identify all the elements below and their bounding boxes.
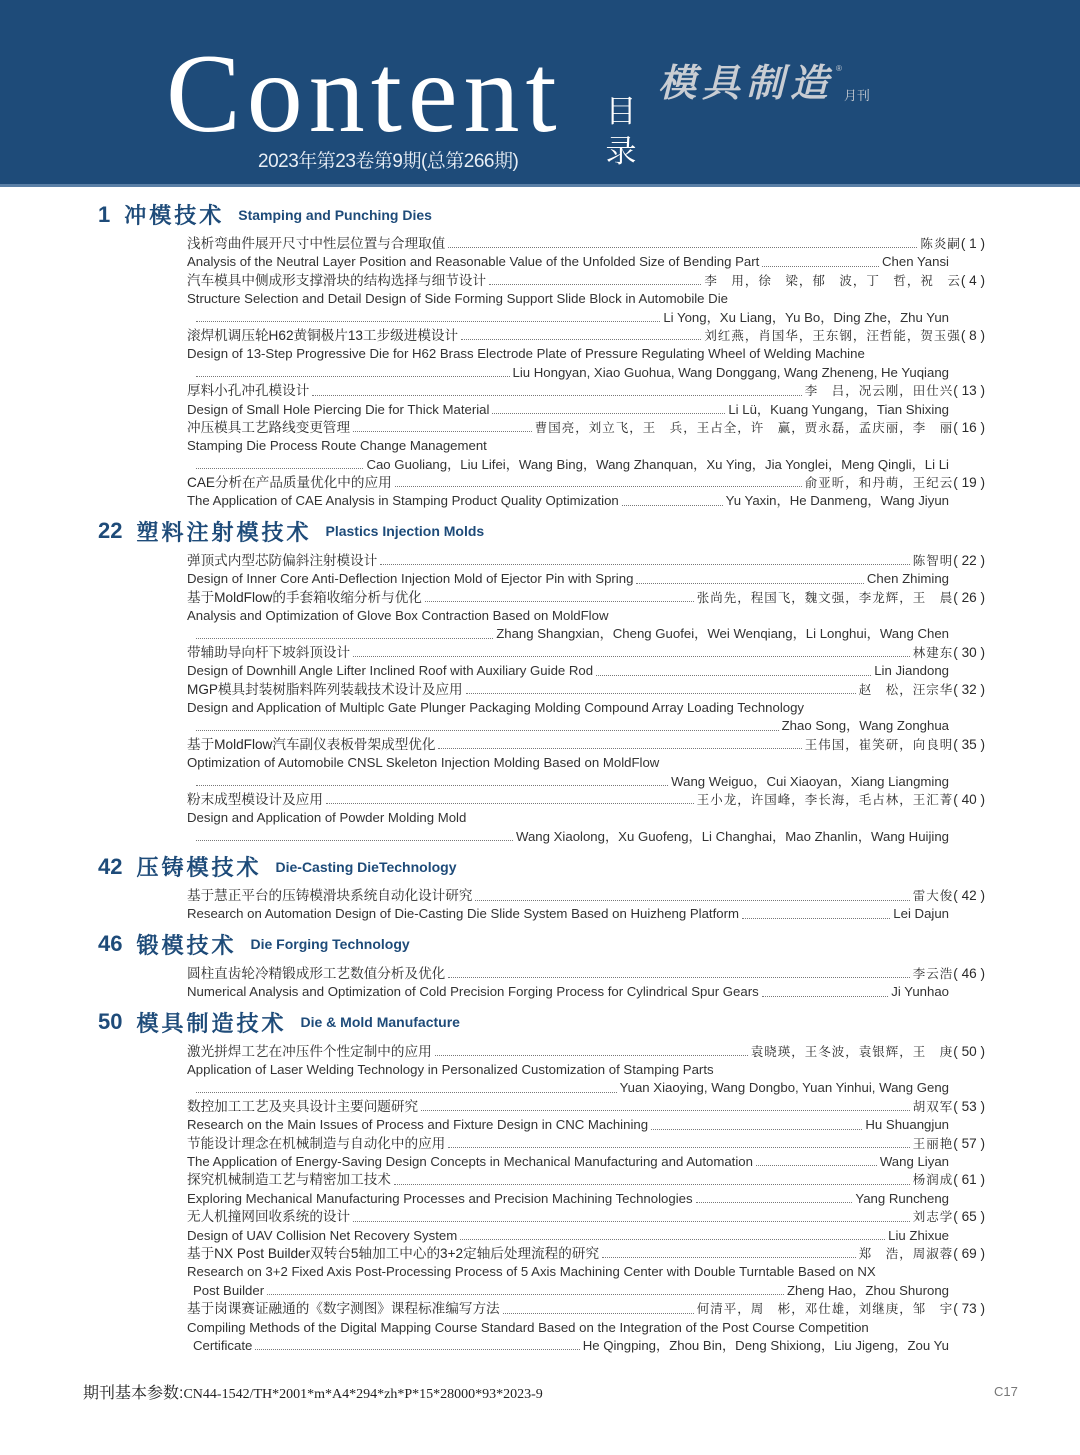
article-authors-cn: 刘志学 [912,1209,954,1225]
article-page: ( 57 ) [953,1135,985,1151]
section-title-cn: 锻模技术 [136,932,237,958]
footer-params [83,1380,543,1403]
article-title-cn[interactable]: 汽车模具中侧成形支撑滑块的结构选择与细节设计 [187,272,487,288]
leader-dots [196,321,660,322]
article-title-en[interactable]: Analysis of the Neutral Layer Position and Reasonable Value of the Unfolded Size of Bending Part [187,254,760,270]
article-title-en-row[interactable] [187,699,949,717]
article-title-en[interactable]: Design and Application of Powder Molding Mold [187,810,467,826]
leader-dots [435,1055,748,1056]
article-title-en[interactable]: Design of Small Hole Piercing Die for Thick Material [187,401,490,417]
article-title-cn-row[interactable] [187,419,985,437]
article-authors-en: Chen Yansi [882,254,949,270]
article-title-en-row[interactable] [187,906,949,924]
article-title-en-row[interactable] [187,345,949,363]
section-title-cn: 压铸模技术 [136,855,262,881]
article-title-en[interactable]: The Application of Energy-Saving Design Concepts in Mechanical Manufacturing and Automation [187,1154,753,1169]
article-title-cn[interactable]: 节能设计理念在机械制造与自动化中的应用 [187,1135,446,1151]
footer-label: 期刊基本参数: [83,1385,184,1402]
article-authors-cn: 杨润成 [912,1172,954,1188]
leader-dots [636,583,864,584]
article-title-cn[interactable]: 圆柱直齿轮冷精锻成形工艺数值分析及优化 [187,965,446,981]
article-authors-en-row [187,1337,949,1355]
article-title-en-row[interactable] [187,401,949,419]
leader-dots [762,996,889,997]
article-title-cn[interactable]: MGP模具封装树脂料阵列装载技术设计及应用 [187,681,463,697]
article-title-en[interactable]: Exploring Mechanical Manufacturing Processes and Precision Machining Technologies [187,1190,693,1206]
article-authors-cn: 林建东 [912,644,954,660]
article-title-en-row[interactable] [187,437,949,455]
leader-dots [448,247,917,248]
leader-dots [696,1202,853,1203]
header-banner [0,0,1080,187]
article-page: ( 16 ) [953,419,985,435]
article-page: ( 40 ) [953,791,985,807]
article-title-cn-row[interactable] [187,235,985,253]
table-of-contents [0,194,1080,1355]
article-authors-cn: 郑 浩，周淑蓉 [858,1245,954,1261]
article-title-cn-row[interactable] [187,644,985,662]
article-title-cn[interactable]: 滚焊机调压轮H62黄铜极片13工步级进模设计 [187,327,459,343]
article-authors-en: Wang Liyan [879,1154,949,1169]
article-title-cn[interactable]: 基于MoldFlow汽车副仪表板骨架成型优化 [187,736,436,752]
article-title-en-row[interactable] [187,1319,949,1337]
article-title-cn-row[interactable] [187,327,985,345]
leader-dots [622,505,723,506]
section-title-en: Die Forging Technology [250,936,410,953]
article-authors-en: Hu Shuangjun [865,1117,949,1133]
article-title-en[interactable]: Design of UAV Collision Net Recovery System [187,1227,458,1243]
section-title-en: Stamping and Punching Dies [238,206,432,223]
leader-dots [196,840,513,841]
section-header [0,846,1080,887]
leader-dots [196,785,668,786]
article-page: ( 53 ) [953,1098,985,1114]
article-authors-cn: 王小龙，许国峰，李长海，毛占林，王汇菁 [696,791,954,807]
article-authors-en: Li Yong，Xu Liang，Yu Bo，Ding Zhe，Zhu Yun [663,309,949,325]
article-title-en-row[interactable] [187,754,949,772]
article-authors-en: Yuan Xiaoying, Wang Dongbo, Yuan Yinhui, Wang Geng [619,1080,949,1096]
article-title-cn-row[interactable] [187,1245,985,1263]
article-title-cn[interactable]: CAE分析在产品质量优化中的应用 [187,475,392,491]
article-page: ( 26 ) [953,589,985,605]
leader-dots [196,376,510,377]
leader-dots [421,1110,910,1111]
article-title-en[interactable]: Numerical Analysis and Optimization of Cold Precision Forging Process for Cylindrical Spur Gears [187,984,759,1000]
article-authors-cn: 王丽艳 [912,1135,954,1151]
section-page: 46 [98,931,123,957]
journal-logo-sub: 月刊 [843,88,870,103]
leader-dots [492,413,725,414]
article-authors-cn: 俞亚昕，和丹萌，王纪云 [804,475,954,491]
article-page: ( 22 ) [953,552,985,568]
article-title-en-row[interactable] [187,809,949,827]
leader-dots [380,564,909,565]
article-title-en[interactable]: Application of Laser Welding Technology in Personalized Customization of Stamping Parts [187,1062,714,1078]
article-title-en-row[interactable] [187,492,949,510]
article-title-en-row[interactable] [187,1153,949,1171]
article-title-en[interactable]: Research on the Main Issues of Process and Fixture Design in CNC Machining [187,1117,649,1133]
page-number: C17 [994,1384,1018,1399]
article-authors-en-row [187,309,949,327]
article-authors-en: Zheng Hao，Zhou Shurong [786,1282,949,1298]
article-title-cn[interactable]: 激光拼焊工艺在冲压件个性定制中的应用 [187,1043,432,1059]
article-title-cn[interactable]: 厚料小孔冲孔模设计 [187,383,310,399]
article-title-cn[interactable]: 粉末成型模设计及应用 [187,791,323,807]
article-authors-en-row [187,717,949,735]
leader-dots [425,601,694,602]
article-authors-cn: 张尚先，程国飞，魏文强，李龙辉，王 晨 [696,589,954,605]
article-title-cn-row[interactable] [187,736,985,754]
section-header [0,194,1080,235]
article-title-cn-row[interactable] [187,1300,985,1318]
article-authors-en: Lin Jiandong [874,663,949,679]
journal-logo: 模具制造 [658,60,835,105]
article-authors-en-row [187,625,949,643]
article-title-en[interactable]: Research on Automation Design of Die-Casting Die Slide System Based on Huizheng Platform [187,906,739,922]
leader-dots [353,431,532,432]
page-title: Content [166,32,563,156]
leader-dots [196,468,363,469]
article-title-cn[interactable]: 探究机械制造工艺与精密加工技术 [187,1172,391,1188]
article-authors-cn: 何清平，周 彬，邓仕雄，刘继庚，邹 宇 [696,1301,954,1317]
article-title-en[interactable]: Design and Application of Multiplc Gate Plunger Packaging Molding Compound Array Loading Technology [187,699,805,715]
journal-logo-group [658,60,870,106]
article-title-cn[interactable]: 无人机撞网回收系统的设计 [187,1209,351,1225]
article-authors-cn: 曹国亮，刘立飞，王 兵，王占全，许 赢，贾永磊，孟庆丽，李 丽 [534,419,954,435]
article-authors-cn: 雷大俊 [912,888,954,904]
leader-dots [475,900,909,901]
article-title-en-tail: Certificate [193,1337,253,1353]
leader-dots [602,1257,856,1258]
leader-dots [255,1349,579,1350]
article-title-cn-row[interactable] [187,1135,985,1153]
article-title-en-row[interactable] [187,662,949,680]
article-title-en-row[interactable] [187,1116,949,1134]
article-title-cn-row[interactable] [187,1171,985,1189]
article-authors-en-row [187,1282,949,1300]
article-authors-cn: 王伟国，崔笑研，向良明 [804,736,954,752]
article-page: ( 35 ) [953,736,985,752]
leader-dots [438,748,801,749]
leader-dots [353,1221,910,1222]
article-authors-en: Wang Weiguo，Cui Xiaoyan，Xiang Liangming [671,773,949,789]
article-title-en-tail: Post Builder [193,1282,265,1298]
article-authors-en: Lei Dajun [893,906,949,922]
leader-dots [196,638,493,639]
article-title-cn-row[interactable] [187,887,985,905]
article-authors-en: Liu Zhixue [888,1227,949,1243]
leader-dots [326,803,694,804]
article-authors-cn: 胡双军 [912,1098,954,1114]
leader-dots [489,284,701,285]
article-title-cn[interactable]: 弹顶式内型芯防偏斜注射模设计 [187,552,378,568]
article-title-en-row[interactable] [187,1061,949,1079]
article-title-en-row[interactable] [187,253,949,271]
leader-dots [267,1294,784,1295]
leader-dots [395,486,802,487]
article-authors-en: Yu Yaxin，He Danmeng，Wang Jiyun [725,493,949,509]
article-title-en[interactable]: The Application of CAE Analysis in Stamping Product Quality Optimization [187,493,619,509]
article-page: ( 1 ) [960,235,985,251]
article-title-cn[interactable]: 浅析弯曲件展开尺寸中性层位置与合理取值 [187,235,446,251]
mulu-title [604,92,638,172]
article-title-en[interactable]: Design of Downhill Angle Lifter Inclined Roof with Auxiliary Guide Rod [187,663,594,679]
article-page: ( 13 ) [953,383,985,399]
article-title-en-row[interactable] [187,1227,949,1245]
article-title-en[interactable]: Structure Selection and Detail Design of Side Forming Support Slide Block in Automobile Die [187,291,728,307]
leader-dots [503,1313,694,1314]
section-page: 22 [98,518,123,544]
article-authors-cn: 李 用，徐 梁，郁 波，丁 哲，祝 云 [704,272,961,288]
article-title-en[interactable]: Design of Inner Core Anti-Deflection Injection Mold of Ejector Pin with Spring [187,571,634,587]
section-page: 42 [98,853,123,879]
section-title-en: Die & Mold Manufacture [300,1014,460,1031]
mulu-char: 目 [605,94,637,129]
section-header [0,1002,1080,1043]
article-authors-en-row [187,1079,949,1097]
article-authors-en: Li Lü，Kuang Yungang，Tian Shixing [728,401,949,417]
section-header [0,924,1080,965]
leader-dots [448,1147,909,1148]
leader-dots [762,266,879,267]
section-title-cn: 模具制造技术 [136,1010,287,1036]
article-title-en-row[interactable] [187,1190,949,1208]
leader-dots [196,1092,617,1093]
article-title-cn[interactable]: 冲压模具工艺路线变更管理 [187,419,351,435]
article-title-en[interactable]: Research on 3+2 Fixed Axis Post-Processing Process of 5 Axis Machining Center with Double Turntable Based on NX [187,1264,876,1280]
article-authors-en: Wang Xiaolong，Xu Guofeng，Li Changhai，Mao Zhanlin，Wang Huijing [516,828,949,844]
section-title-en: Plastics Injection Molds [325,523,485,540]
article-title-en-row[interactable] [187,607,949,625]
leader-dots [460,1239,885,1240]
section-page: 1 [98,201,111,227]
article-title-cn-row[interactable] [187,681,985,699]
section-title-cn: 冲模技术 [124,203,225,228]
article-title-cn[interactable]: 基于慧正平台的压铸模滑块系统自动化设计研究 [187,888,473,904]
article-title-en[interactable]: Stamping Die Process Route Change Management [187,438,487,454]
article-authors-cn: 赵 松，汪宗华 [858,681,954,697]
article-authors-en: He Qingping，Zhou Bin，Deng Shixiong，Liu Jigeng，Zou Yu [582,1337,949,1353]
section-title-en: Die-Casting DieTechnology [275,858,457,875]
article-title-en[interactable]: Optimization of Automobile CNSL Skeleton Injection Molding Based on MoldFlow [187,755,660,771]
article-authors-en-row [187,773,949,791]
mulu-char: 录 [605,134,637,169]
article-title-cn[interactable]: 带辅助导向杆下坡斜顶设计 [187,644,351,660]
issue-info: 2023年第23卷第9期(总第266期) [258,151,519,172]
article-page: ( 65 ) [953,1209,985,1225]
article-authors-en-row [187,364,949,382]
section-title-cn: 塑料注射模技术 [136,519,312,545]
leader-dots [596,675,871,676]
article-page: ( 4 ) [960,272,985,288]
article-title-cn[interactable]: 基于岗课赛证融通的《数字测图》课程标准编写方法 [187,1301,500,1317]
article-title-cn-row[interactable] [187,474,985,492]
article-title-en[interactable]: Design of 13-Step Progressive Die for H62 Brass Electrode Plate of Pressure Regulating Wheel of Welding Machine [187,346,865,362]
article-title-en-row[interactable] [187,1263,949,1281]
article-title-cn-row[interactable] [187,552,985,570]
leader-dots [353,656,910,657]
article-authors-en-row [187,456,949,474]
article-authors-cn: 李云浩 [912,965,954,981]
article-authors-cn: 李 吕，况云刚，田仕兴 [804,383,954,399]
article-authors-en: Chen Zhiming [866,571,949,587]
article-page: ( 32 ) [953,681,985,697]
article-title-cn-row[interactable] [187,1208,985,1226]
article-page: ( 50 ) [953,1043,985,1059]
article-title-cn[interactable]: 数控加工工艺及夹具设计主要问题研究 [187,1098,419,1114]
leader-dots [466,693,856,694]
article-title-en[interactable]: Analysis and Optimization of Glove Box Contraction Based on MoldFlow [187,608,609,624]
article-authors-en: Zhao Song，Wang Zonghua [781,718,949,734]
article-authors-en: Yang Runcheng [855,1190,949,1206]
article-page: ( 61 ) [953,1172,985,1188]
leader-dots [461,339,701,340]
article-title-en[interactable]: Compiling Methods of the Digital Mapping Course Standard Based on the Integration of the Post Course Competition [187,1319,869,1335]
article-authors-en: Liu Hongyan, Xiao Guohua, Wang Donggang, Wang Zheneng, He Yuqiang [512,364,949,380]
article-authors-en-row [187,828,949,846]
article-page: ( 8 ) [960,327,985,343]
leader-dots [196,730,779,731]
article-title-en-row[interactable] [187,570,949,588]
article-page: ( 19 ) [953,475,985,491]
article-title-cn-row[interactable] [187,382,985,400]
article-authors-en: Zhang Shangxian，Cheng Guofei，Wei Wenqiang，Li Longhui，Wang Chen [496,626,949,642]
article-page: ( 30 ) [953,644,985,660]
article-title-cn-row[interactable] [187,272,985,290]
article-title-en-row[interactable] [187,983,949,1001]
article-title-cn[interactable]: 基于MoldFlow的手套箱收缩分析与优化 [187,589,422,605]
article-authors-cn: 刘红燕，肖国华，王东钢，汪哲能，贺玉强 [704,327,961,343]
registered-mark: ® [836,64,842,73]
article-page: ( 73 ) [953,1301,985,1317]
article-title-cn-row[interactable] [187,965,985,983]
leader-dots [394,1184,910,1185]
article-title-cn[interactable]: 基于NX Post Builder双转台5轴加工中心的3+2定轴后处理流程的研究 [187,1245,600,1261]
article-title-cn-row[interactable] [187,589,985,607]
leader-dots [742,918,890,919]
article-title-cn-row[interactable] [187,1043,985,1061]
leader-dots [312,395,801,396]
section-page: 50 [98,1009,123,1035]
article-authors-en: Ji Yunhao [891,984,949,1000]
article-page: ( 42 ) [953,888,985,904]
article-title-en-row[interactable] [187,290,949,308]
article-authors-cn: 陈炎嗣 [920,235,961,251]
article-authors-cn: 陈智明 [912,552,954,568]
footer-code: CN44-1542/TH*2001*m*A4*294*zh*P*15*28000*93*2023-9 [183,1387,543,1402]
article-title-cn-row[interactable] [187,1098,985,1116]
leader-dots [448,977,909,978]
article-authors-en: Cao Guoliang，Liu Lifei，Wang Bing，Wang Zhanquan，Xu Ying，Jia Yonglei，Meng Qingli，Li Li [366,456,949,472]
article-page: ( 69 ) [953,1245,985,1261]
article-authors-cn: 袁晓瑛，王冬波，袁银辉，王 庚 [750,1043,954,1059]
section-header [0,511,1080,552]
article-page: ( 46 ) [953,965,985,981]
leader-dots [651,1129,862,1130]
leader-dots [756,1165,877,1166]
article-title-cn-row[interactable] [187,791,985,809]
